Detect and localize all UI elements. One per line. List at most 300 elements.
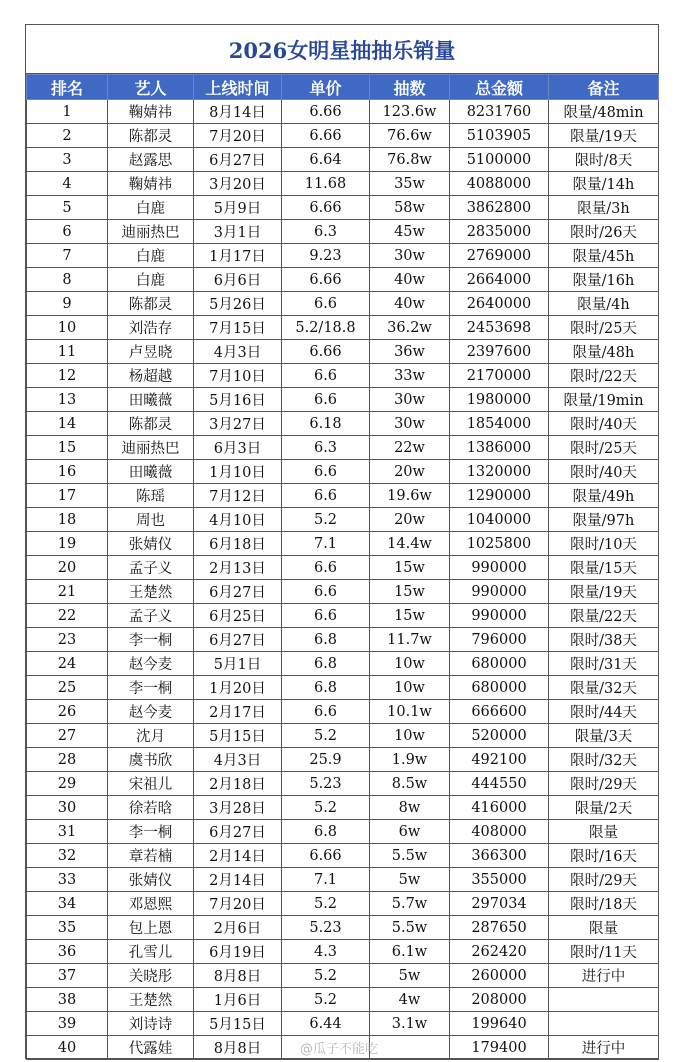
header-rank[interactable]: 排名 xyxy=(27,75,108,100)
remarks-cell: 限量/3天 xyxy=(549,724,659,748)
draw-count-cell: 5.5w xyxy=(370,916,450,940)
table-row xyxy=(27,220,659,244)
draw-count-cell: 33w xyxy=(370,364,450,388)
rank-cell: 31 xyxy=(27,820,108,844)
table-row xyxy=(27,676,659,700)
remarks-cell: 限时/22天 xyxy=(549,364,659,388)
unit-price-cell: 6.6 xyxy=(282,460,370,484)
total-amount-cell: 444550 xyxy=(450,772,549,796)
table-row xyxy=(27,724,659,748)
launch-date-cell: 5月26日 xyxy=(194,292,282,316)
artist-cell: 孟子义 xyxy=(108,556,194,580)
header-draw-count[interactable]: 抽数 xyxy=(370,75,450,100)
launch-date-cell: 7月20日 xyxy=(194,892,282,916)
draw-count-cell: 4w xyxy=(370,988,450,1012)
total-amount-cell: 2664000 xyxy=(450,268,549,292)
header-launch-date[interactable]: 上线时间 xyxy=(194,75,282,100)
rank-cell: 15 xyxy=(27,436,108,460)
remarks-cell: 限量/32天 xyxy=(549,676,659,700)
rank-cell: 20 xyxy=(27,556,108,580)
total-amount-cell: 1040000 xyxy=(450,508,549,532)
artist-cell: 鞠婧祎 xyxy=(108,100,194,124)
table-row xyxy=(27,100,659,124)
unit-price-cell: 5.2 xyxy=(282,724,370,748)
artist-cell: 章若楠 xyxy=(108,844,194,868)
unit-price-cell: 6.66 xyxy=(282,124,370,148)
artist-cell: 卢昱晓 xyxy=(108,340,194,364)
artist-cell: 周也 xyxy=(108,508,194,532)
artist-cell: 白鹿 xyxy=(108,268,194,292)
unit-price-cell: 5.2 xyxy=(282,964,370,988)
total-amount-cell: 5100000 xyxy=(450,148,549,172)
total-amount-cell: 297034 xyxy=(450,892,549,916)
rank-cell: 30 xyxy=(27,796,108,820)
total-amount-cell: 416000 xyxy=(450,796,549,820)
draw-count-cell: 5w xyxy=(370,868,450,892)
total-amount-cell: 990000 xyxy=(450,556,549,580)
table-row xyxy=(27,1012,659,1036)
total-amount-cell: 680000 xyxy=(450,652,549,676)
launch-date-cell: 1月20日 xyxy=(194,676,282,700)
launch-date-cell: 6月25日 xyxy=(194,604,282,628)
table-row xyxy=(27,508,659,532)
table-row xyxy=(27,388,659,412)
sales-sheet xyxy=(25,24,659,1059)
rank-cell: 13 xyxy=(27,388,108,412)
launch-date-cell: 2月6日 xyxy=(194,916,282,940)
unit-price-cell: 7.1 xyxy=(282,532,370,556)
remarks-cell: 限时/38天 xyxy=(549,628,659,652)
table-header-row xyxy=(27,75,659,100)
artist-cell: 李一桐 xyxy=(108,628,194,652)
draw-count-cell: 10w xyxy=(370,676,450,700)
draw-count-cell: 6.1w xyxy=(370,940,450,964)
table-row xyxy=(27,772,659,796)
remarks-cell: 限量/19min xyxy=(549,388,659,412)
total-amount-cell: 262420 xyxy=(450,940,549,964)
launch-date-cell: 6月27日 xyxy=(194,148,282,172)
draw-count-cell: 6w xyxy=(370,820,450,844)
total-amount-cell: 796000 xyxy=(450,628,549,652)
launch-date-cell: 6月27日 xyxy=(194,628,282,652)
unit-price-cell: 9.23 xyxy=(282,244,370,268)
total-amount-cell: 2453698 xyxy=(450,316,549,340)
remarks-cell: 进行中 xyxy=(549,1036,659,1060)
table-row xyxy=(27,628,659,652)
draw-count-cell: 10.1w xyxy=(370,700,450,724)
draw-count-cell: 5.7w xyxy=(370,892,450,916)
artist-cell: 刘诗诗 xyxy=(108,1012,194,1036)
draw-count-cell: 40w xyxy=(370,292,450,316)
rank-cell: 17 xyxy=(27,484,108,508)
total-amount-cell: 2640000 xyxy=(450,292,549,316)
rank-cell: 18 xyxy=(27,508,108,532)
remarks-cell: 限量/15天 xyxy=(549,556,659,580)
table-row xyxy=(27,700,659,724)
draw-count-cell: 3.1w xyxy=(370,1012,450,1036)
unit-price-cell: 5.2/18.8 xyxy=(282,316,370,340)
unit-price-cell: 6.6 xyxy=(282,580,370,604)
rank-cell: 11 xyxy=(27,340,108,364)
artist-cell: 赵今麦 xyxy=(108,700,194,724)
draw-count-cell: 1.9w xyxy=(370,748,450,772)
launch-date-cell: 8月8日 xyxy=(194,1036,282,1060)
draw-count-cell: 45w xyxy=(370,220,450,244)
table-row xyxy=(27,172,659,196)
launch-date-cell: 6月27日 xyxy=(194,580,282,604)
launch-date-cell: 5月15日 xyxy=(194,724,282,748)
launch-date-cell: 1月17日 xyxy=(194,244,282,268)
table-row xyxy=(27,652,659,676)
total-amount-cell: 990000 xyxy=(450,604,549,628)
rank-cell: 4 xyxy=(27,172,108,196)
unit-price-cell: 6.8 xyxy=(282,652,370,676)
unit-price-cell: 5.2 xyxy=(282,988,370,1012)
rank-cell: 16 xyxy=(27,460,108,484)
artist-cell: 李一桐 xyxy=(108,676,194,700)
table-row xyxy=(27,244,659,268)
total-amount-cell: 260000 xyxy=(450,964,549,988)
launch-date-cell: 5月16日 xyxy=(194,388,282,412)
artist-cell: 赵露思 xyxy=(108,148,194,172)
table-row xyxy=(27,532,659,556)
remarks-cell: 限量/14h xyxy=(549,172,659,196)
launch-date-cell: 7月10日 xyxy=(194,364,282,388)
rank-cell: 14 xyxy=(27,412,108,436)
total-amount-cell: 2769000 xyxy=(450,244,549,268)
total-amount-cell: 2170000 xyxy=(450,364,549,388)
artist-cell: 王楚然 xyxy=(108,580,194,604)
unit-price-cell: 4.3 xyxy=(282,940,370,964)
unit-price-cell: 7.1 xyxy=(282,868,370,892)
unit-price-cell: 5.23 xyxy=(282,772,370,796)
unit-price-cell: 6.66 xyxy=(282,340,370,364)
draw-count-cell: 123.6w xyxy=(370,100,450,124)
total-amount-cell: 3862800 xyxy=(450,196,549,220)
remarks-cell: 限量/45h xyxy=(549,244,659,268)
unit-price-cell: 5.2 xyxy=(282,796,370,820)
launch-date-cell: 3月20日 xyxy=(194,172,282,196)
remarks-cell: 限量 xyxy=(549,916,659,940)
remarks-cell: 限时/25天 xyxy=(549,436,659,460)
total-amount-cell: 199640 xyxy=(450,1012,549,1036)
total-amount-cell: 680000 xyxy=(450,676,549,700)
header-unit-price[interactable]: 单价 xyxy=(282,75,370,100)
rank-cell: 21 xyxy=(27,580,108,604)
remarks-cell: 限量/22天 xyxy=(549,604,659,628)
table-row xyxy=(27,364,659,388)
launch-date-cell: 6月18日 xyxy=(194,532,282,556)
rank-cell: 8 xyxy=(27,268,108,292)
artist-cell: 邓恩熙 xyxy=(108,892,194,916)
launch-date-cell: 6月19日 xyxy=(194,940,282,964)
total-amount-cell: 208000 xyxy=(450,988,549,1012)
draw-count-cell: 8.5w xyxy=(370,772,450,796)
rank-cell: 28 xyxy=(27,748,108,772)
remarks-cell xyxy=(549,988,659,1012)
remarks-cell: 限时/25天 xyxy=(549,316,659,340)
total-amount-cell: 355000 xyxy=(450,868,549,892)
rank-cell: 34 xyxy=(27,892,108,916)
artist-cell: 刘浩存 xyxy=(108,316,194,340)
remarks-cell: 限量/4h xyxy=(549,292,659,316)
total-amount-cell: 1025800 xyxy=(450,532,549,556)
table-row xyxy=(27,580,659,604)
draw-count-cell: 11.7w xyxy=(370,628,450,652)
draw-count-cell: 58w xyxy=(370,196,450,220)
unit-price-cell: 6.44 xyxy=(282,1012,370,1036)
remarks-cell: 限时/40天 xyxy=(549,460,659,484)
launch-date-cell: 2月14日 xyxy=(194,844,282,868)
launch-date-cell: 2月17日 xyxy=(194,700,282,724)
artist-cell: 鞠婧祎 xyxy=(108,172,194,196)
rank-cell: 25 xyxy=(27,676,108,700)
remarks-cell: 限时/16天 xyxy=(549,844,659,868)
artist-cell: 李一桐 xyxy=(108,820,194,844)
rank-cell: 36 xyxy=(27,940,108,964)
artist-cell: 杨超越 xyxy=(108,364,194,388)
launch-date-cell: 1月10日 xyxy=(194,460,282,484)
artist-cell: 包上恩 xyxy=(108,916,194,940)
table-row xyxy=(27,412,659,436)
unit-price-cell: 11.68 xyxy=(282,172,370,196)
rank-cell: 23 xyxy=(27,628,108,652)
artist-cell: 白鹿 xyxy=(108,196,194,220)
remarks-cell: 限时/8天 xyxy=(549,148,659,172)
table-row xyxy=(27,916,659,940)
rank-cell: 29 xyxy=(27,772,108,796)
rank-cell: 26 xyxy=(27,700,108,724)
unit-price-cell: 6.64 xyxy=(282,148,370,172)
draw-count-cell: 15w xyxy=(370,580,450,604)
draw-count-cell xyxy=(370,1036,450,1060)
rank-cell: 27 xyxy=(27,724,108,748)
artist-cell: 沈月 xyxy=(108,724,194,748)
draw-count-cell: 10w xyxy=(370,724,450,748)
total-amount-cell: 1386000 xyxy=(450,436,549,460)
unit-price-cell: 6.6 xyxy=(282,484,370,508)
launch-date-cell: 2月14日 xyxy=(194,868,282,892)
draw-count-cell: 22w xyxy=(370,436,450,460)
sales-table xyxy=(26,74,659,1060)
launch-date-cell: 3月28日 xyxy=(194,796,282,820)
rank-cell: 2 xyxy=(27,124,108,148)
total-amount-cell: 366300 xyxy=(450,844,549,868)
watermark: @瓜子不能吃 xyxy=(300,1042,379,1057)
launch-date-cell: 7月12日 xyxy=(194,484,282,508)
launch-date-cell: 4月10日 xyxy=(194,508,282,532)
table-row xyxy=(27,988,659,1012)
remarks-cell: 限时/11天 xyxy=(549,940,659,964)
rank-cell: 7 xyxy=(27,244,108,268)
launch-date-cell: 3月1日 xyxy=(194,220,282,244)
remarks-cell: 限时/29天 xyxy=(549,868,659,892)
launch-date-cell: 7月20日 xyxy=(194,124,282,148)
remarks-cell: 限时/40天 xyxy=(549,412,659,436)
unit-price-cell: 6.6 xyxy=(282,556,370,580)
header-remarks[interactable]: 备注 xyxy=(549,75,659,100)
artist-cell: 张婧仪 xyxy=(108,868,194,892)
remarks-cell: 限量/16h xyxy=(549,268,659,292)
table-row xyxy=(27,340,659,364)
launch-date-cell: 6月27日 xyxy=(194,820,282,844)
unit-price-cell: 6.18 xyxy=(282,412,370,436)
table-row xyxy=(27,868,659,892)
remarks-cell: 限时/10天 xyxy=(549,532,659,556)
table-row xyxy=(27,964,659,988)
remarks-cell: 限量/49h xyxy=(549,484,659,508)
rank-cell: 33 xyxy=(27,868,108,892)
unit-price-cell: 6.66 xyxy=(282,100,370,124)
remarks-cell: 进行中 xyxy=(549,964,659,988)
table-row xyxy=(27,820,659,844)
artist-cell: 关晓彤 xyxy=(108,964,194,988)
draw-count-cell: 15w xyxy=(370,556,450,580)
header-total-amount[interactable]: 总金额 xyxy=(450,75,549,100)
rank-cell: 10 xyxy=(27,316,108,340)
total-amount-cell: 179400 xyxy=(450,1036,549,1060)
table-row xyxy=(27,556,659,580)
remarks-cell xyxy=(549,1012,659,1036)
remarks-cell: 限量/3h xyxy=(549,196,659,220)
remarks-cell: 限时/18天 xyxy=(549,892,659,916)
unit-price-cell: 6.6 xyxy=(282,364,370,388)
header-artist[interactable]: 艺人 xyxy=(108,75,194,100)
rank-cell: 3 xyxy=(27,148,108,172)
total-amount-cell: 666600 xyxy=(450,700,549,724)
total-amount-cell: 1854000 xyxy=(450,412,549,436)
total-amount-cell: 287650 xyxy=(450,916,549,940)
launch-date-cell: 1月6日 xyxy=(194,988,282,1012)
draw-count-cell: 5.5w xyxy=(370,844,450,868)
rank-cell: 37 xyxy=(27,964,108,988)
unit-price-cell: 6.8 xyxy=(282,676,370,700)
draw-count-cell: 15w xyxy=(370,604,450,628)
artist-cell: 陈瑶 xyxy=(108,484,194,508)
unit-price-cell: 6.6 xyxy=(282,604,370,628)
draw-count-cell: 14.4w xyxy=(370,532,450,556)
launch-date-cell: 2月18日 xyxy=(194,772,282,796)
remarks-cell: 限量/97h xyxy=(549,508,659,532)
launch-date-cell: 8月8日 xyxy=(194,964,282,988)
draw-count-cell: 19.6w xyxy=(370,484,450,508)
table-row xyxy=(27,844,659,868)
table-row xyxy=(27,748,659,772)
unit-price-cell: 25.9 xyxy=(282,748,370,772)
total-amount-cell: 1290000 xyxy=(450,484,549,508)
artist-cell: 陈都灵 xyxy=(108,292,194,316)
unit-price-cell: 6.6 xyxy=(282,388,370,412)
unit-price-cell: 5.23 xyxy=(282,916,370,940)
artist-cell: 田曦薇 xyxy=(108,388,194,412)
launch-date-cell: 6月3日 xyxy=(194,436,282,460)
launch-date-cell: 8月14日 xyxy=(194,100,282,124)
rank-cell: 6 xyxy=(27,220,108,244)
remarks-cell: 限时/44天 xyxy=(549,700,659,724)
rank-cell: 35 xyxy=(27,916,108,940)
draw-count-cell: 36.2w xyxy=(370,316,450,340)
launch-date-cell: 3月27日 xyxy=(194,412,282,436)
rank-cell: 12 xyxy=(27,364,108,388)
draw-count-cell: 30w xyxy=(370,244,450,268)
rank-cell: 5 xyxy=(27,196,108,220)
unit-price-cell: 6.8 xyxy=(282,628,370,652)
launch-date-cell: 4月3日 xyxy=(194,748,282,772)
artist-cell: 迪丽热巴 xyxy=(108,436,194,460)
unit-price-cell: 6.66 xyxy=(282,844,370,868)
draw-count-cell: 5w xyxy=(370,964,450,988)
unit-price-cell xyxy=(282,1036,370,1060)
artist-cell: 宋祖儿 xyxy=(108,772,194,796)
launch-date-cell: 7月15日 xyxy=(194,316,282,340)
rank-cell: 39 xyxy=(27,1012,108,1036)
draw-count-cell: 10w xyxy=(370,652,450,676)
total-amount-cell: 520000 xyxy=(450,724,549,748)
draw-count-cell: 30w xyxy=(370,388,450,412)
remarks-cell: 限量 xyxy=(549,820,659,844)
remarks-cell: 限时/26天 xyxy=(549,220,659,244)
table-row xyxy=(27,940,659,964)
remarks-cell: 限量/48h xyxy=(549,340,659,364)
table-row xyxy=(27,148,659,172)
total-amount-cell: 1980000 xyxy=(450,388,549,412)
artist-cell: 迪丽热巴 xyxy=(108,220,194,244)
total-amount-cell: 1320000 xyxy=(450,460,549,484)
table-row xyxy=(27,460,659,484)
table-row xyxy=(27,316,659,340)
total-amount-cell: 4088000 xyxy=(450,172,549,196)
total-amount-cell: 8231760 xyxy=(450,100,549,124)
artist-cell: 代露娃 xyxy=(108,1036,194,1060)
artist-cell: 虞书欣 xyxy=(108,748,194,772)
draw-count-cell: 76.8w xyxy=(370,148,450,172)
draw-count-cell: 30w xyxy=(370,412,450,436)
rank-cell: 24 xyxy=(27,652,108,676)
launch-date-cell: 6月6日 xyxy=(194,268,282,292)
unit-price-cell: 6.6 xyxy=(282,292,370,316)
draw-count-cell: 36w xyxy=(370,340,450,364)
table-row xyxy=(27,796,659,820)
artist-cell: 赵今麦 xyxy=(108,652,194,676)
table-row xyxy=(27,268,659,292)
draw-count-cell: 76.6w xyxy=(370,124,450,148)
total-amount-cell: 408000 xyxy=(450,820,549,844)
draw-count-cell: 20w xyxy=(370,508,450,532)
draw-count-cell: 20w xyxy=(370,460,450,484)
remarks-cell: 限时/29天 xyxy=(549,772,659,796)
table-row xyxy=(27,124,659,148)
launch-date-cell: 5月9日 xyxy=(194,196,282,220)
rank-cell: 19 xyxy=(27,532,108,556)
table-row xyxy=(27,604,659,628)
table-body xyxy=(27,100,659,1060)
artist-cell: 孔雪儿 xyxy=(108,940,194,964)
artist-cell: 张婧仪 xyxy=(108,532,194,556)
unit-price-cell: 5.2 xyxy=(282,508,370,532)
remarks-cell: 限时/32天 xyxy=(549,748,659,772)
draw-count-cell: 8w xyxy=(370,796,450,820)
launch-date-cell: 5月15日 xyxy=(194,1012,282,1036)
total-amount-cell: 492100 xyxy=(450,748,549,772)
rank-cell: 38 xyxy=(27,988,108,1012)
table-row xyxy=(27,1036,659,1060)
artist-cell: 王楚然 xyxy=(108,988,194,1012)
remarks-cell: 限量/48min xyxy=(549,100,659,124)
unit-price-cell: 6.3 xyxy=(282,220,370,244)
table-row xyxy=(27,436,659,460)
artist-cell: 白鹿 xyxy=(108,244,194,268)
unit-price-cell: 6.6 xyxy=(282,700,370,724)
